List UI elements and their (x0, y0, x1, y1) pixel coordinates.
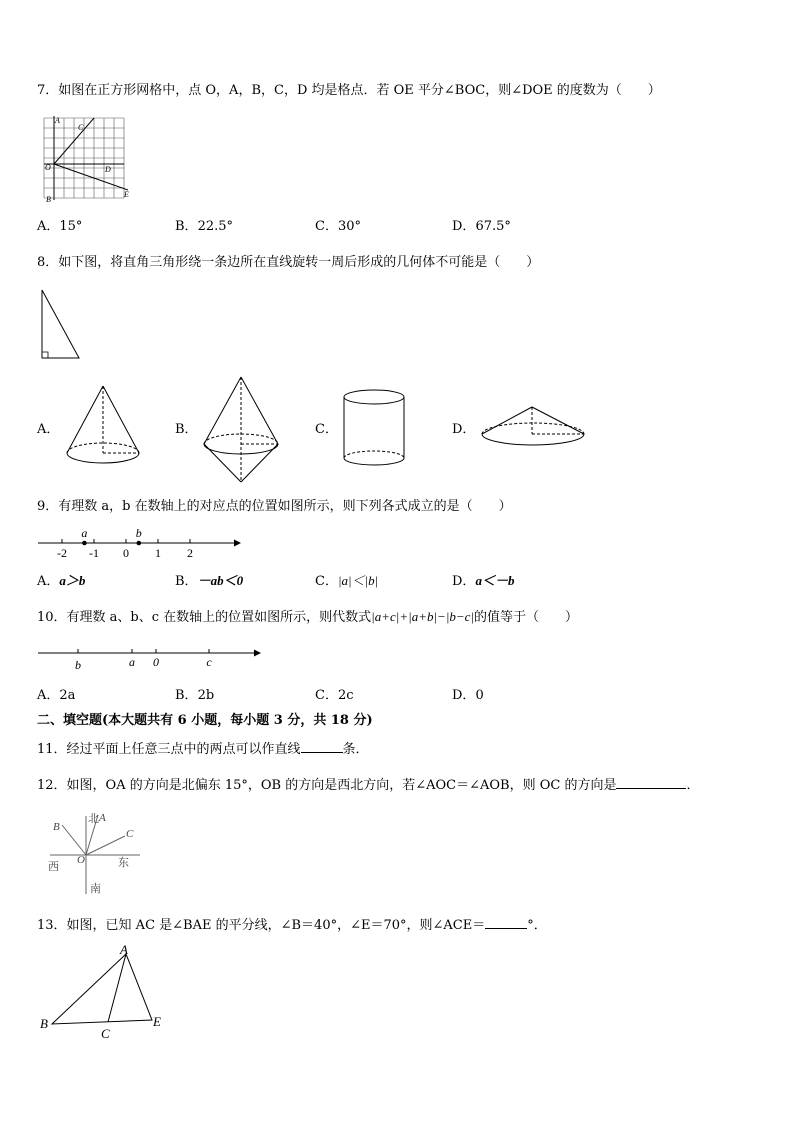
q8-stem: 8．如下图，将直角三角形绕一条边所在直线旋转一周后形成的几何体不可能是（ ） (37, 255, 540, 270)
q9-option-c: C．|a|＜|b| (315, 573, 379, 589)
q7-option-c: C．30° (315, 219, 361, 234)
axis-tick-label: 0 (123, 546, 129, 560)
q9-stem: 9．有理数 a，b 在数轴上的对应点的位置如图所示，则下列各式成立的是（ ） (37, 499, 512, 514)
q7-stem: 7．如图在正方形网格中，点 O，A，B，C，D 均是格点．若 OE 平分∠BOC，则∠DOE 的度数为（ ） (37, 83, 661, 98)
answer-blank[interactable] (616, 776, 686, 789)
label-e: E (153, 1014, 161, 1029)
label-a: A (120, 942, 128, 957)
q7-option-a: A．15° (37, 219, 83, 234)
label-o: O (45, 163, 51, 172)
point-b-label: b (135, 526, 142, 540)
label-b: B (40, 1016, 48, 1031)
q10-number-line (36, 643, 266, 675)
label-d: D (105, 165, 111, 174)
label-o: O (77, 854, 85, 866)
axis-tick-label: 2 (187, 546, 193, 560)
q11-stem: 11．经过平面上任意三点中的两点可以作直线 条． (37, 742, 369, 757)
label-a: a (129, 655, 135, 669)
label-b: b (75, 658, 81, 672)
q9-option-d: D．a＜－b (452, 573, 515, 589)
flat-cone-figure (478, 404, 588, 454)
label-c: C (126, 828, 134, 840)
label-west: 西 (48, 861, 59, 873)
q7-option-d: D．67.5° (452, 219, 511, 234)
q8-option-a-label: A． (37, 422, 60, 437)
label-east: 东 (118, 857, 129, 869)
q9-number-line (36, 522, 246, 562)
axis-tick-label: 1 (155, 546, 161, 560)
point-b-dot (137, 541, 142, 546)
segment-ac (108, 954, 126, 1022)
answer-blank[interactable] (485, 916, 527, 929)
q10-option-d: D．0 (452, 688, 484, 703)
q9-option-a: A．a＞b (37, 573, 86, 589)
q8-option-b-label: B． (175, 422, 198, 437)
q10-option-a: A．2a (37, 688, 76, 703)
label-north: 北 (88, 813, 99, 825)
q13-stem: 13．如图，已知 AC 是∠BAE 的平分线，∠B＝40°，∠E＝70°，则∠ACE＝ °． (37, 918, 547, 933)
cylinder-figure (340, 388, 408, 470)
label-b: B (46, 195, 51, 204)
q9-option-b: B．－ab＜0 (175, 573, 244, 589)
label-c: C (101, 1026, 110, 1041)
cone-figure (62, 383, 144, 469)
q8-option-d-label: D． (452, 422, 476, 437)
label-a: A (99, 812, 106, 824)
point-a-dot (82, 541, 87, 546)
label-b: B (53, 821, 60, 833)
label-zero: 0 (153, 655, 159, 669)
answer-blank[interactable] (301, 740, 343, 753)
axis-tick-label: -2 (57, 546, 67, 560)
q10-expression: |a+c|+|a+b|−|b−c| (371, 609, 475, 624)
ray-oc (86, 836, 125, 855)
double-cone-figure (200, 374, 282, 486)
triangle-bae-figure (36, 940, 176, 1042)
section-heading: 二、填空题(本大题共有 6 小题，每小题 3 分，共 18 分) (37, 713, 373, 728)
q10-stem: 10．有理数 a、b、c 在数轴上的位置如图所示，则代数式|a+c|+|a+b|−|b−c|的值等于（ ） (37, 609, 579, 625)
ray-ob (62, 825, 86, 855)
q7-grid-figure (38, 112, 138, 204)
label-a: A (55, 116, 60, 125)
label-e: E (124, 190, 129, 199)
axis-tick-labels (57, 546, 193, 560)
point-a-label: a (81, 526, 88, 540)
label-c: C (78, 123, 84, 132)
label-south: 南 (90, 883, 101, 895)
right-angle-mark (42, 352, 48, 358)
compass-figure (42, 810, 152, 898)
q10-option-c: C．2c (315, 688, 354, 703)
q7-option-b: B．22.5° (175, 219, 234, 234)
q8-option-c-label: C． (315, 422, 338, 437)
axis-tick-label: -1 (89, 546, 99, 560)
q10-option-b: B．2b (175, 688, 215, 703)
right-triangle-figure (38, 288, 88, 362)
q12-stem: 12．如图，OA 的方向是北偏东 15°，OB 的方向是西北方向，若∠AOC＝∠AOB，则 OC 的方向是 ． (37, 778, 700, 793)
label-c: c (206, 655, 212, 669)
